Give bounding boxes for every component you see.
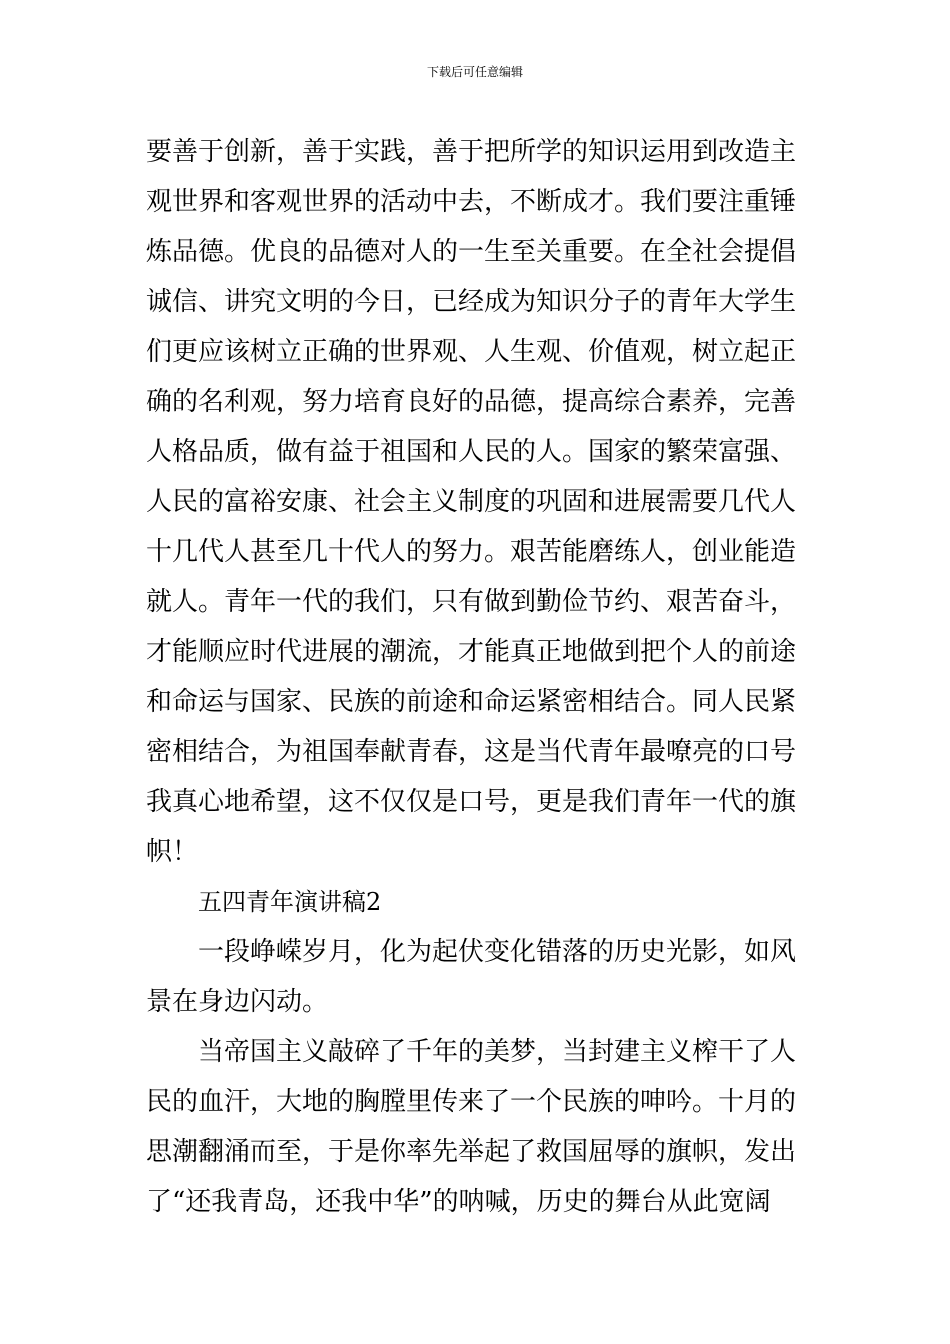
text-line: 景在身边闪动。 [146, 987, 329, 1017]
page-header: 下载后可任意编辑 [426, 65, 523, 79]
text-line: 们更应该树立正确的世界观、人生观、价值观，树立起正 [146, 337, 797, 367]
text-line: 要善于创新，善于实践，善于把所学的知识运用到改造主 [146, 137, 797, 167]
text-line: 十几代人甚至几十代人的努力。艰苦能磨练人，创业能造 [146, 537, 797, 567]
text-line: 和命运与国家、民族的前途和命运紧密相结合。同人民紧 [146, 687, 797, 717]
document-body [146, 127, 808, 1227]
text-line: 我真心地希望，这不仅仅是口号，更是我们青年一代的旗 [146, 787, 797, 817]
text-line: 确的名利观，努力培育良好的品德，提高综合素养，完善 [146, 387, 797, 417]
text-line: 民的血汗，大地的胸膛里传来了一个民族的呻吟。十月的 [146, 1087, 797, 1117]
text-line: 人格品质，做有益于祖国和人民的人。国家的繁荣富强、 [146, 437, 797, 467]
text-line: 了“还我青岛，还我中华”的呐喊，历史的舞台从此宽阔 [146, 1187, 771, 1217]
text-line: 才能顺应时代进展的潮流，才能真正地做到把个人的前途 [146, 637, 797, 667]
text-line: 当帝国主义敲碎了千年的美梦，当封建主义榨干了人 [198, 1037, 797, 1067]
text-line: 就人。青年一代的我们，只有做到勤俭节约、艰苦奋斗， [146, 587, 797, 617]
text-line: 诚信、讲究文明的今日，已经成为知识分子的青年大学生 [146, 287, 797, 317]
text-line: 人民的富裕安康、社会主义制度的巩固和进展需要几代人 [146, 487, 797, 517]
text-line: 思潮翻涌而至，于是你率先举起了救国屈辱的旗帜，发出 [146, 1137, 797, 1167]
text-line: 帜！ [146, 837, 199, 867]
text-line: 炼品德。优良的品德对人的一生至关重要。在全社会提倡 [146, 237, 797, 267]
section-title: 五四青年演讲稿2 [198, 888, 382, 916]
text-line: 密相结合，为祖国奉献青春，这是当代青年最嘹亮的口号 [146, 737, 797, 767]
text-line: 观世界和客观世界的活动中去，不断成才。我们要注重锤 [146, 187, 797, 217]
text-line: 一段峥嵘岁月，化为起伏变化错落的历史光影，如风 [198, 937, 797, 967]
